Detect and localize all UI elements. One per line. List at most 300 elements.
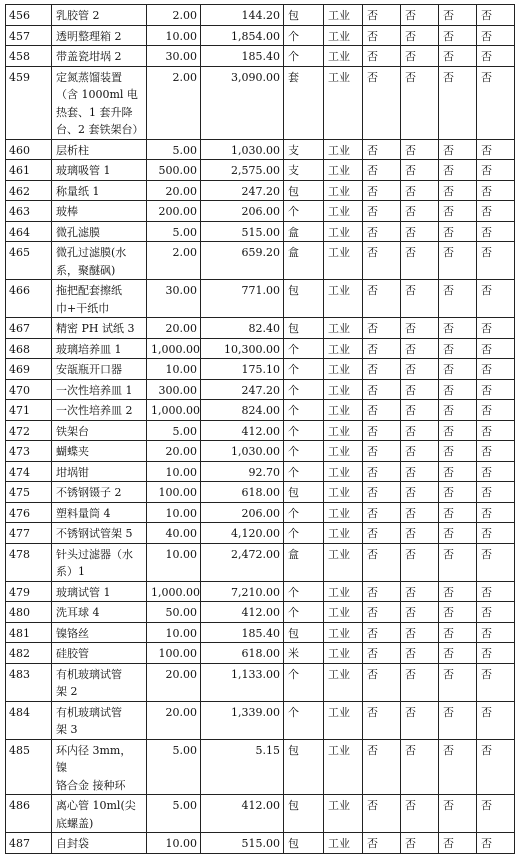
cell-item-name: 蝴蝶夹	[52, 441, 147, 462]
cell-flag-2: 否	[401, 5, 439, 26]
cell-flag-4: 否	[477, 221, 515, 242]
cell-item-number: 463	[6, 201, 52, 222]
cell-item-number: 484	[6, 701, 52, 739]
cell-item-name: 有机玻璃试管 架 2	[52, 663, 147, 701]
cell-flag-2: 否	[401, 400, 439, 421]
cell-flag-3: 否	[439, 338, 477, 359]
cell-flag-3: 否	[439, 400, 477, 421]
cell-flag-3: 否	[439, 833, 477, 854]
cell-item-name: 一次性培养皿 1	[52, 379, 147, 400]
cell-amount: 206.00	[201, 201, 284, 222]
cell-item-name: 塑料量筒 4	[52, 502, 147, 523]
cell-unit: 个	[284, 379, 324, 400]
cell-quantity: 30.00	[147, 280, 201, 318]
cell-unit: 个	[284, 400, 324, 421]
cell-unit: 包	[284, 795, 324, 833]
cell-item-name: 玻璃吸管 1	[52, 160, 147, 181]
cell-flag-2: 否	[401, 739, 439, 795]
cell-flag-2: 否	[401, 46, 439, 67]
cell-amount: 659.20	[201, 242, 284, 280]
cell-amount: 175.10	[201, 359, 284, 380]
cell-unit: 个	[284, 502, 324, 523]
cell-flag-4: 否	[477, 420, 515, 441]
cell-flag-3: 否	[439, 46, 477, 67]
cell-flag-4: 否	[477, 318, 515, 339]
table-body	[6, 5, 515, 854]
cell-flag-4: 否	[477, 400, 515, 421]
cell-category: 工业	[324, 739, 363, 795]
cell-item-number: 473	[6, 441, 52, 462]
cell-flag-1: 否	[363, 663, 401, 701]
table-row	[6, 160, 515, 181]
cell-flag-4: 否	[477, 280, 515, 318]
cell-flag-4: 否	[477, 379, 515, 400]
cell-item-number: 465	[6, 242, 52, 280]
cell-item-number: 459	[6, 66, 52, 139]
cell-item-name: 乳胶管 2	[52, 5, 147, 26]
cell-amount: 1,854.00	[201, 25, 284, 46]
cell-quantity: 20.00	[147, 180, 201, 201]
cell-amount: 771.00	[201, 280, 284, 318]
table-row	[6, 622, 515, 643]
cell-flag-1: 否	[363, 833, 401, 854]
cell-flag-3: 否	[439, 461, 477, 482]
cell-flag-4: 否	[477, 833, 515, 854]
cell-category: 工业	[324, 66, 363, 139]
cell-category: 工业	[324, 602, 363, 623]
cell-flag-1: 否	[363, 338, 401, 359]
cell-flag-3: 否	[439, 795, 477, 833]
cell-amount: 515.00	[201, 833, 284, 854]
cell-flag-3: 否	[439, 739, 477, 795]
cell-amount: 185.40	[201, 622, 284, 643]
table-row	[6, 400, 515, 421]
cell-item-name: 精密 PH 试纸 3	[52, 318, 147, 339]
cell-quantity: 2.00	[147, 242, 201, 280]
cell-item-number: 475	[6, 482, 52, 503]
cell-item-name: 定氮蒸馏装置 （含 1000ml 电 热套、1 套升降 台、2 套铁架台）	[52, 66, 147, 139]
cell-item-number: 469	[6, 359, 52, 380]
cell-item-number: 458	[6, 46, 52, 67]
cell-amount: 515.00	[201, 221, 284, 242]
cell-flag-4: 否	[477, 5, 515, 26]
cell-flag-4: 否	[477, 160, 515, 181]
cell-amount: 4,120.00	[201, 523, 284, 544]
cell-flag-2: 否	[401, 602, 439, 623]
cell-unit: 包	[284, 318, 324, 339]
table-row	[6, 739, 515, 795]
cell-amount: 247.20	[201, 379, 284, 400]
cell-flag-4: 否	[477, 643, 515, 664]
cell-flag-1: 否	[363, 643, 401, 664]
cell-flag-4: 否	[477, 242, 515, 280]
cell-quantity: 40.00	[147, 523, 201, 544]
cell-category: 工业	[324, 242, 363, 280]
cell-category: 工业	[324, 400, 363, 421]
cell-flag-3: 否	[439, 622, 477, 643]
cell-item-number: 478	[6, 543, 52, 581]
cell-flag-4: 否	[477, 180, 515, 201]
cell-flag-2: 否	[401, 622, 439, 643]
cell-quantity: 10.00	[147, 359, 201, 380]
cell-quantity: 20.00	[147, 663, 201, 701]
cell-quantity: 5.00	[147, 739, 201, 795]
cell-amount: 412.00	[201, 420, 284, 441]
cell-category: 工业	[324, 523, 363, 544]
cell-quantity: 10.00	[147, 461, 201, 482]
cell-flag-3: 否	[439, 441, 477, 462]
cell-flag-3: 否	[439, 5, 477, 26]
cell-flag-2: 否	[401, 581, 439, 602]
cell-amount: 3,090.00	[201, 66, 284, 139]
cell-quantity: 300.00	[147, 379, 201, 400]
cell-category: 工业	[324, 280, 363, 318]
table-row	[6, 833, 515, 854]
cell-flag-1: 否	[363, 701, 401, 739]
cell-unit: 盒	[284, 242, 324, 280]
cell-quantity: 5.00	[147, 420, 201, 441]
cell-item-number: 470	[6, 379, 52, 400]
cell-flag-2: 否	[401, 795, 439, 833]
cell-flag-2: 否	[401, 482, 439, 503]
cell-quantity: 20.00	[147, 701, 201, 739]
cell-category: 工业	[324, 160, 363, 181]
cell-item-number: 479	[6, 581, 52, 602]
cell-flag-2: 否	[401, 643, 439, 664]
cell-unit: 包	[284, 739, 324, 795]
cell-flag-2: 否	[401, 338, 439, 359]
cell-unit: 包	[284, 482, 324, 503]
table-row	[6, 139, 515, 160]
cell-flag-3: 否	[439, 482, 477, 503]
cell-flag-1: 否	[363, 359, 401, 380]
table-row	[6, 795, 515, 833]
cell-category: 工业	[324, 795, 363, 833]
cell-item-number: 467	[6, 318, 52, 339]
cell-flag-2: 否	[401, 242, 439, 280]
cell-quantity: 10.00	[147, 622, 201, 643]
cell-quantity: 10.00	[147, 833, 201, 854]
cell-flag-4: 否	[477, 441, 515, 462]
cell-unit: 个	[284, 338, 324, 359]
cell-flag-1: 否	[363, 221, 401, 242]
cell-flag-1: 否	[363, 280, 401, 318]
cell-flag-2: 否	[401, 420, 439, 441]
cell-category: 工业	[324, 221, 363, 242]
table-row	[6, 581, 515, 602]
cell-unit: 支	[284, 160, 324, 181]
cell-unit: 盒	[284, 543, 324, 581]
cell-flag-2: 否	[401, 139, 439, 160]
cell-category: 工业	[324, 46, 363, 67]
cell-flag-1: 否	[363, 5, 401, 26]
cell-flag-2: 否	[401, 180, 439, 201]
cell-item-number: 487	[6, 833, 52, 854]
cell-unit: 支	[284, 139, 324, 160]
cell-flag-2: 否	[401, 160, 439, 181]
cell-flag-3: 否	[439, 201, 477, 222]
cell-item-name: 层析柱	[52, 139, 147, 160]
cell-quantity: 30.00	[147, 46, 201, 67]
cell-item-number: 464	[6, 221, 52, 242]
cell-flag-4: 否	[477, 701, 515, 739]
cell-category: 工业	[324, 201, 363, 222]
cell-flag-2: 否	[401, 543, 439, 581]
cell-quantity: 5.00	[147, 139, 201, 160]
cell-flag-1: 否	[363, 400, 401, 421]
cell-flag-2: 否	[401, 461, 439, 482]
cell-flag-1: 否	[363, 420, 401, 441]
cell-flag-4: 否	[477, 139, 515, 160]
cell-item-name: 微孔滤膜	[52, 221, 147, 242]
table-row	[6, 46, 515, 67]
cell-flag-1: 否	[363, 379, 401, 400]
cell-flag-2: 否	[401, 318, 439, 339]
cell-unit: 个	[284, 441, 324, 462]
cell-category: 工业	[324, 663, 363, 701]
cell-flag-1: 否	[363, 318, 401, 339]
cell-item-name: 一次性培养皿 2	[52, 400, 147, 421]
cell-category: 工业	[324, 359, 363, 380]
cell-flag-3: 否	[439, 160, 477, 181]
cell-flag-3: 否	[439, 543, 477, 581]
cell-item-name: 离心管 10ml(尖 底螺盖)	[52, 795, 147, 833]
table-row	[6, 523, 515, 544]
cell-flag-3: 否	[439, 180, 477, 201]
cell-item-name: 安瓿瓶开口器	[52, 359, 147, 380]
cell-flag-2: 否	[401, 25, 439, 46]
cell-flag-1: 否	[363, 242, 401, 280]
cell-flag-4: 否	[477, 663, 515, 701]
cell-item-number: 460	[6, 139, 52, 160]
cell-flag-1: 否	[363, 139, 401, 160]
cell-quantity: 20.00	[147, 441, 201, 462]
cell-amount: 206.00	[201, 502, 284, 523]
cell-quantity: 100.00	[147, 643, 201, 664]
cell-item-name: 不锈钢试管架 5	[52, 523, 147, 544]
table-row	[6, 643, 515, 664]
cell-item-number: 476	[6, 502, 52, 523]
cell-quantity: 1,000.00	[147, 338, 201, 359]
cell-flag-3: 否	[439, 643, 477, 664]
cell-item-name: 硅胶管	[52, 643, 147, 664]
cell-quantity: 2.00	[147, 5, 201, 26]
cell-flag-4: 否	[477, 739, 515, 795]
cell-flag-3: 否	[439, 25, 477, 46]
cell-flag-3: 否	[439, 359, 477, 380]
cell-flag-1: 否	[363, 543, 401, 581]
cell-amount: 1,030.00	[201, 139, 284, 160]
cell-item-number: 468	[6, 338, 52, 359]
cell-flag-3: 否	[439, 66, 477, 139]
table-row	[6, 280, 515, 318]
cell-unit: 包	[284, 180, 324, 201]
cell-flag-2: 否	[401, 833, 439, 854]
cell-flag-1: 否	[363, 739, 401, 795]
cell-flag-3: 否	[439, 221, 477, 242]
cell-flag-4: 否	[477, 359, 515, 380]
cell-amount: 618.00	[201, 643, 284, 664]
cell-amount: 412.00	[201, 795, 284, 833]
cell-flag-1: 否	[363, 622, 401, 643]
cell-item-number: 485	[6, 739, 52, 795]
cell-item-number: 482	[6, 643, 52, 664]
cell-flag-4: 否	[477, 523, 515, 544]
table-row	[6, 5, 515, 26]
cell-flag-4: 否	[477, 338, 515, 359]
cell-amount: 412.00	[201, 602, 284, 623]
cell-flag-3: 否	[439, 379, 477, 400]
cell-item-number: 481	[6, 622, 52, 643]
cell-amount: 247.20	[201, 180, 284, 201]
cell-unit: 包	[284, 280, 324, 318]
cell-quantity: 1,000.00	[147, 581, 201, 602]
cell-flag-4: 否	[477, 795, 515, 833]
table-row	[6, 180, 515, 201]
cell-flag-1: 否	[363, 795, 401, 833]
cell-item-number: 477	[6, 523, 52, 544]
cell-item-name: 自封袋	[52, 833, 147, 854]
cell-amount: 1,339.00	[201, 701, 284, 739]
cell-unit: 包	[284, 5, 324, 26]
cell-flag-1: 否	[363, 66, 401, 139]
table-row	[6, 502, 515, 523]
cell-category: 工业	[324, 543, 363, 581]
cell-item-name: 针头过滤器（水 系）1	[52, 543, 147, 581]
cell-unit: 个	[284, 663, 324, 701]
cell-unit: 套	[284, 66, 324, 139]
cell-amount: 82.40	[201, 318, 284, 339]
cell-flag-3: 否	[439, 581, 477, 602]
cell-flag-1: 否	[363, 201, 401, 222]
cell-amount: 10,300.00	[201, 338, 284, 359]
table-row	[6, 441, 515, 462]
cell-unit: 个	[284, 581, 324, 602]
cell-flag-2: 否	[401, 201, 439, 222]
cell-item-name: 玻璃试管 1	[52, 581, 147, 602]
cell-flag-2: 否	[401, 441, 439, 462]
cell-item-number: 474	[6, 461, 52, 482]
table-row	[6, 359, 515, 380]
cell-category: 工业	[324, 379, 363, 400]
cell-unit: 个	[284, 701, 324, 739]
cell-unit: 个	[284, 420, 324, 441]
cell-quantity: 10.00	[147, 543, 201, 581]
cell-flag-2: 否	[401, 502, 439, 523]
cell-quantity: 10.00	[147, 25, 201, 46]
cell-category: 工业	[324, 461, 363, 482]
cell-flag-4: 否	[477, 581, 515, 602]
cell-category: 工业	[324, 701, 363, 739]
cell-flag-3: 否	[439, 420, 477, 441]
cell-quantity: 200.00	[147, 201, 201, 222]
cell-unit: 个	[284, 201, 324, 222]
table-row	[6, 482, 515, 503]
cell-amount: 618.00	[201, 482, 284, 503]
cell-unit: 个	[284, 461, 324, 482]
cell-category: 工业	[324, 622, 363, 643]
cell-flag-2: 否	[401, 66, 439, 139]
cell-flag-4: 否	[477, 622, 515, 643]
cell-flag-4: 否	[477, 66, 515, 139]
cell-category: 工业	[324, 420, 363, 441]
table-row	[6, 461, 515, 482]
cell-flag-3: 否	[439, 280, 477, 318]
cell-amount: 144.20	[201, 5, 284, 26]
cell-category: 工业	[324, 5, 363, 26]
cell-flag-3: 否	[439, 663, 477, 701]
table-row	[6, 201, 515, 222]
cell-category: 工业	[324, 441, 363, 462]
cell-unit: 个	[284, 46, 324, 67]
cell-amount: 2,472.00	[201, 543, 284, 581]
cell-flag-4: 否	[477, 482, 515, 503]
cell-category: 工业	[324, 25, 363, 46]
cell-item-name: 玻璃培养皿 1	[52, 338, 147, 359]
cell-quantity: 5.00	[147, 221, 201, 242]
cell-item-number: 483	[6, 663, 52, 701]
cell-quantity: 50.00	[147, 602, 201, 623]
cell-item-number: 471	[6, 400, 52, 421]
cell-unit: 个	[284, 602, 324, 623]
cell-item-number: 466	[6, 280, 52, 318]
cell-amount: 185.40	[201, 46, 284, 67]
cell-flag-2: 否	[401, 280, 439, 318]
cell-flag-4: 否	[477, 543, 515, 581]
cell-amount: 1,030.00	[201, 441, 284, 462]
cell-category: 工业	[324, 581, 363, 602]
cell-flag-2: 否	[401, 379, 439, 400]
cell-item-name: 环内径 3mm，镍 铬合金 接种环	[52, 739, 147, 795]
table-row	[6, 66, 515, 139]
cell-item-number: 462	[6, 180, 52, 201]
cell-unit: 包	[284, 622, 324, 643]
cell-item-name: 洗耳球 4	[52, 602, 147, 623]
cell-item-number: 461	[6, 160, 52, 181]
cell-flag-4: 否	[477, 25, 515, 46]
cell-item-number: 480	[6, 602, 52, 623]
cell-category: 工业	[324, 833, 363, 854]
cell-amount: 1,133.00	[201, 663, 284, 701]
cell-flag-4: 否	[477, 201, 515, 222]
cell-item-name: 镍铬丝	[52, 622, 147, 643]
cell-flag-3: 否	[439, 523, 477, 544]
cell-unit: 盒	[284, 221, 324, 242]
cell-item-name: 带盖瓷坩埚 2	[52, 46, 147, 67]
table-row	[6, 420, 515, 441]
cell-flag-2: 否	[401, 701, 439, 739]
cell-unit: 个	[284, 523, 324, 544]
cell-item-name: 铁架台	[52, 420, 147, 441]
table-row	[6, 602, 515, 623]
cell-flag-1: 否	[363, 441, 401, 462]
cell-flag-4: 否	[477, 461, 515, 482]
cell-item-name: 透明整理箱 2	[52, 25, 147, 46]
cell-flag-1: 否	[363, 160, 401, 181]
table-row	[6, 379, 515, 400]
cell-category: 工业	[324, 502, 363, 523]
cell-category: 工业	[324, 139, 363, 160]
cell-quantity: 100.00	[147, 482, 201, 503]
cell-amount: 2,575.00	[201, 160, 284, 181]
cell-flag-3: 否	[439, 242, 477, 280]
cell-item-name: 不锈钢镊子 2	[52, 482, 147, 503]
cell-flag-1: 否	[363, 25, 401, 46]
cell-flag-2: 否	[401, 221, 439, 242]
cell-flag-1: 否	[363, 502, 401, 523]
table-row	[6, 701, 515, 739]
table-row	[6, 663, 515, 701]
